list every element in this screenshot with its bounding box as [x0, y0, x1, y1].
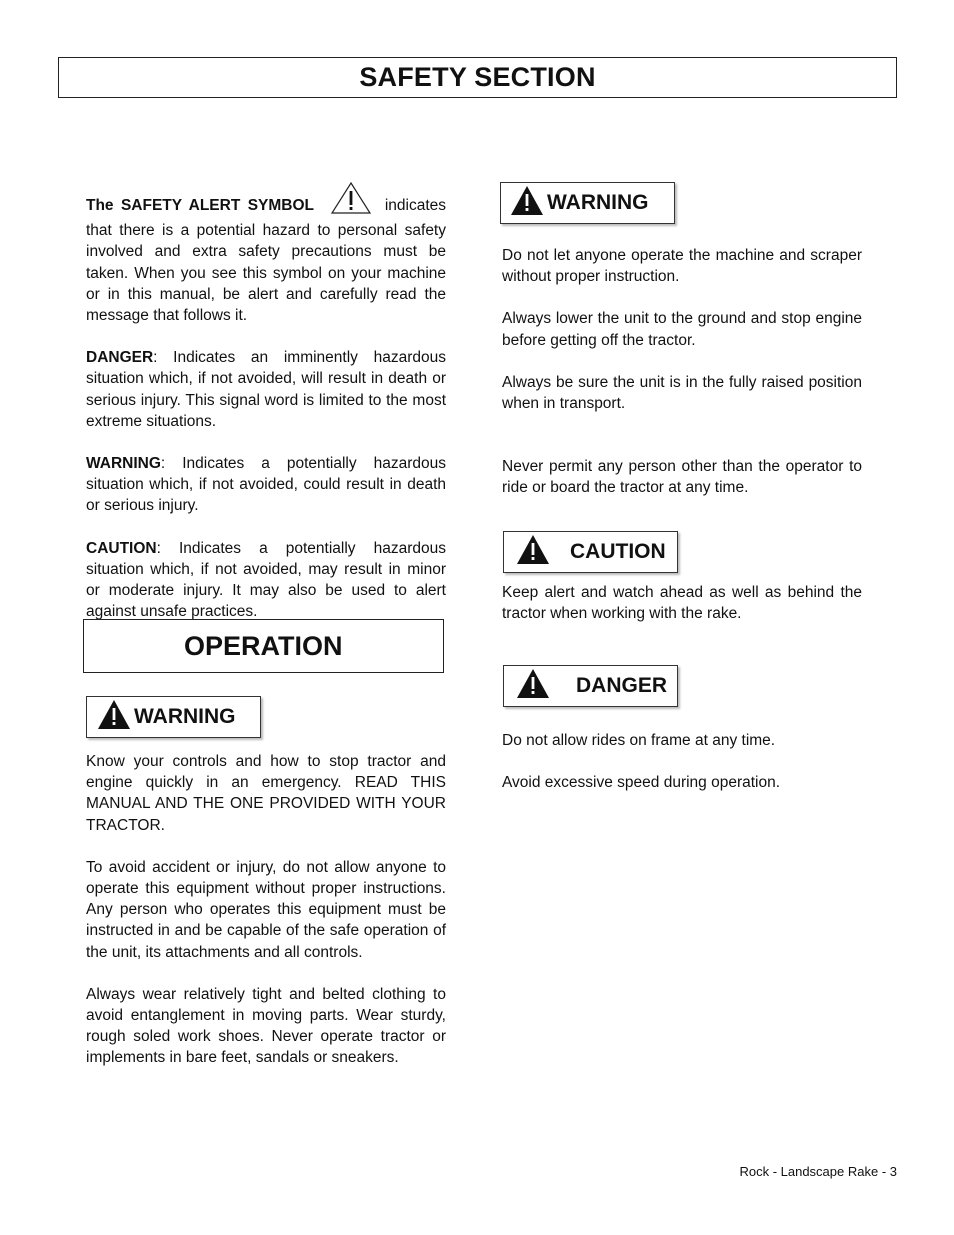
intro-bold-lead: The SAFETY ALERT SYMBOL [86, 197, 315, 214]
signal-word: WARNING [134, 705, 236, 728]
definition-term: DANGER [86, 349, 154, 367]
definition-danger [86, 347, 446, 432]
right-warning-label [500, 182, 675, 224]
danger-label [503, 665, 678, 707]
page-title: SAFETY SECTION [359, 62, 596, 92]
danger-body [502, 730, 862, 793]
intro-after-symbol: indicates [384, 197, 447, 214]
alert-triangle-outline-icon [331, 182, 371, 220]
operation-paragraph: Always wear relatively tight and belted clothing to avoid entanglement in moving parts. Wear sturdy, rough soled work shoes. Never operate tractor or implements in bare feet, sandals or sneakers. [86, 985, 446, 1067]
right-warning-body [502, 245, 862, 499]
signal-word: WARNING [547, 191, 649, 214]
definition-text: : Indicates an imminently hazardous situation which, if not avoided, will result in death or serious injury. This signal word is limited to the most extreme situations. [86, 349, 446, 430]
alert-triangle-solid-icon [510, 185, 544, 221]
alert-triangle-solid-icon [516, 668, 550, 704]
operation-header [83, 619, 444, 673]
signal-word: DANGER [576, 674, 668, 697]
caution-label [503, 531, 678, 573]
warning-paragraph: Always lower the unit to the ground and stop engine before getting off the tractor. [502, 310, 862, 349]
definition-term: CAUTION [86, 539, 157, 557]
operation-warning-label [86, 696, 261, 738]
operation-body [86, 751, 446, 1069]
left-column [86, 182, 446, 622]
warning-paragraph: Do not let anyone operate the machine and scraper without proper instruction. [502, 247, 862, 286]
caution-paragraph: Keep alert and watch ahead as well as behind the tractor when working with the rake. [502, 584, 862, 623]
intro-paragraph [86, 182, 446, 326]
operation-paragraph: To avoid accident or injury, do not allow anyone to operate this equipment without proper instructions. Any person who operates this equipment must be instructed in and be capable of the safe operation of the unit, its attachments and all controls. [86, 858, 446, 961]
operation-paragraph: Know your controls and how to stop tractor and engine quickly in an emergency. READ THIS MANUAL AND THE ONE PROVIDED WITH YOUR TRACTOR. [86, 753, 446, 834]
alert-triangle-solid-icon [516, 534, 550, 570]
danger-paragraph: Avoid excessive speed during operation. [502, 774, 781, 792]
page-footer: Rock - Landscape Rake - 3 [739, 1164, 897, 1179]
warning-paragraph: Never permit any person other than the operator to ride or board the tractor at any time. [502, 458, 862, 497]
caution-body [502, 582, 862, 624]
warning-paragraph: Always be sure the unit is in the fully raised position when in transport. [502, 373, 862, 413]
definition-text: : Indicates a potentially hazardous situation which, if not avoided, may result in minor or moderate injury. It may also be used to alert against unsafe practices. [86, 539, 446, 621]
signal-word: CAUTION [570, 540, 666, 563]
section-header [58, 57, 897, 98]
alert-triangle-solid-icon [97, 699, 131, 735]
danger-paragraph: Do not allow rides on frame at any time. [502, 732, 776, 749]
intro-text: that there is a potential hazard to personal safety involved and extra safety precautions must be taken. When you see this symbol on your machine or in this manual, be alert and carefully read the message that follows it. [86, 222, 446, 325]
definition-text: : Indicates a potentially hazardous situation which, if not avoided, could result in death or serious injury. [86, 455, 446, 515]
definition-caution [86, 538, 446, 623]
definition-warning [86, 453, 446, 517]
operation-title: OPERATION [184, 631, 343, 661]
definition-term: WARNING [86, 455, 161, 473]
